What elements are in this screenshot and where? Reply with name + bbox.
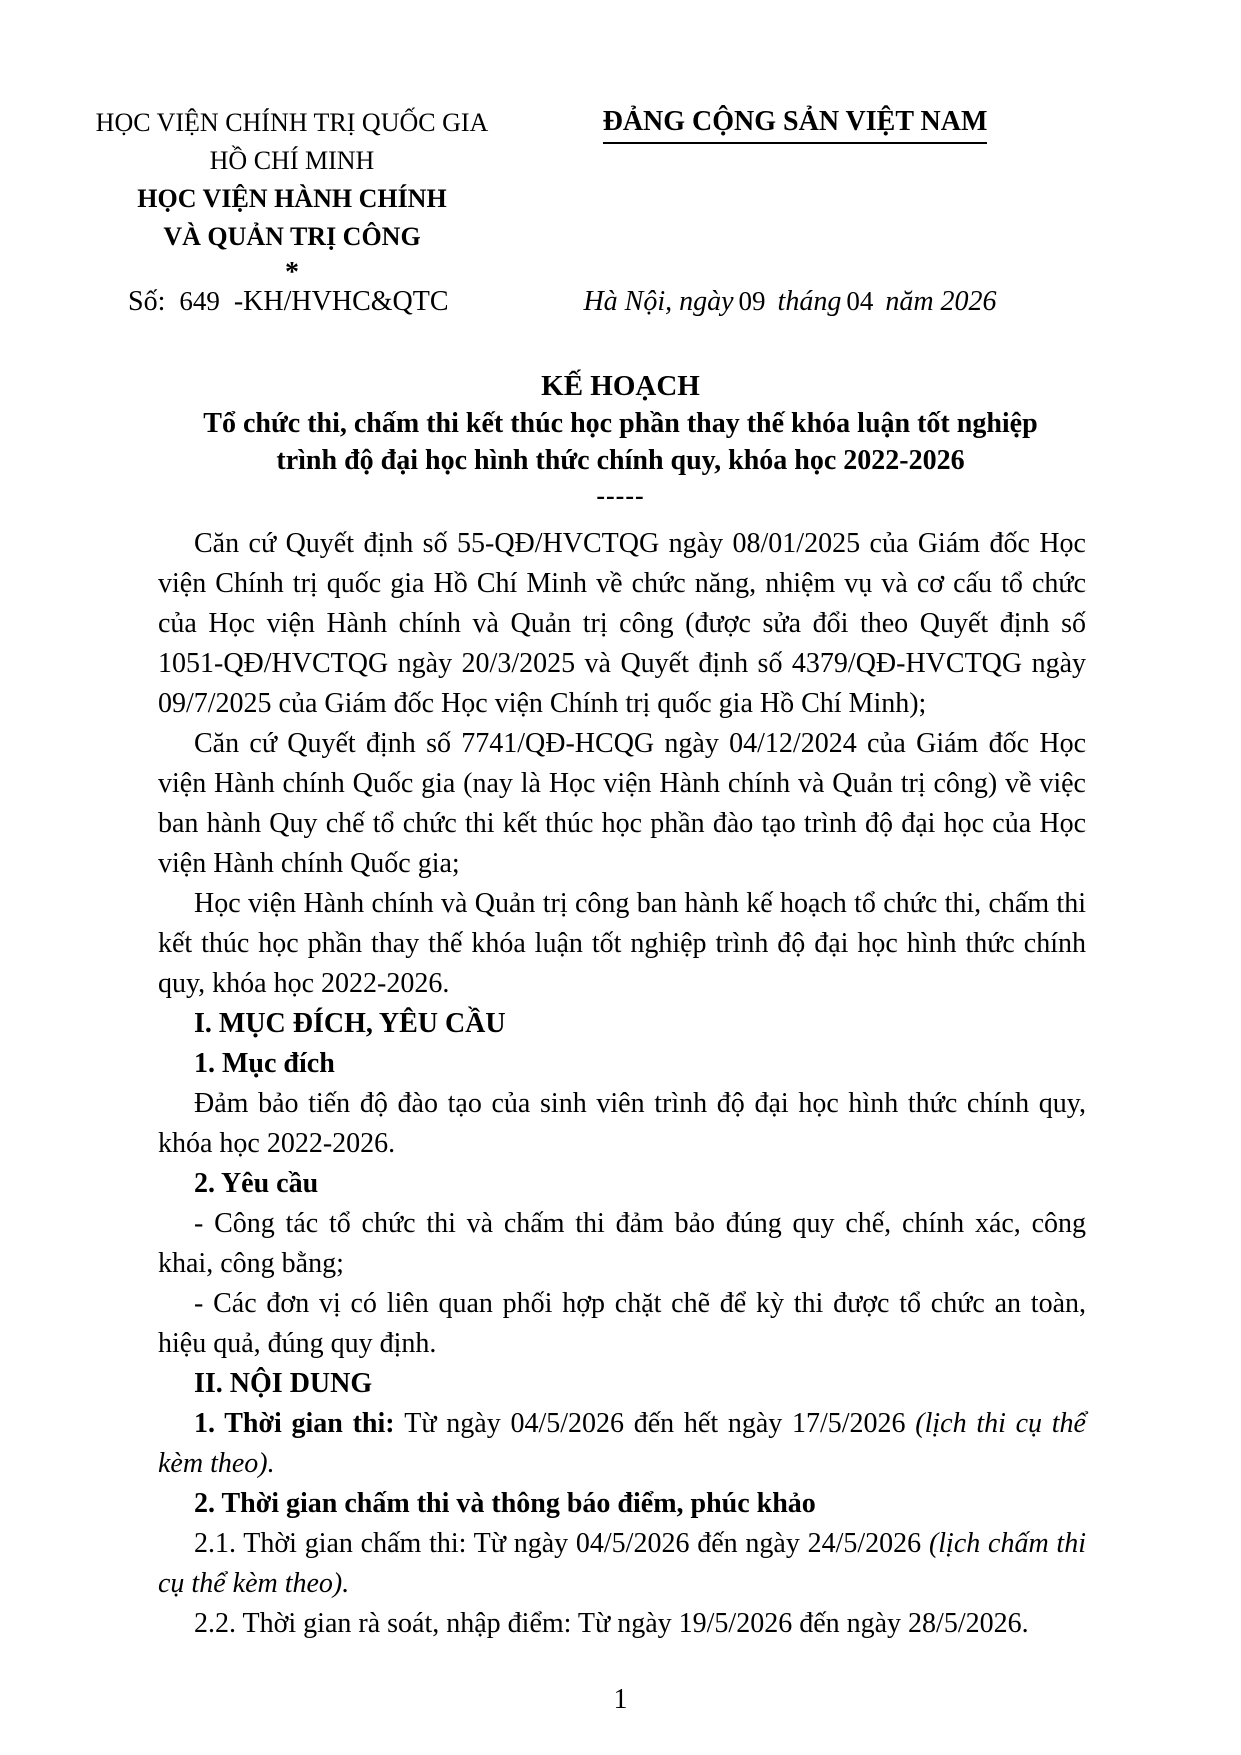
paragraph-yeu-cau-2: - Các đơn vị có liên quan phối hợp chặt chẽ để kỳ thi được tổ chức an toàn, hiệu quả, đúng quy định.	[158, 1288, 1086, 1359]
paragraph-ra-soat-nhap-diem: 2.2. Thời gian rà soát, nhập điểm: Từ ngày 19/5/2026 đến ngày 28/5/2026.	[194, 1608, 1029, 1639]
title-separator: -----	[596, 481, 645, 510]
agency-name-line-2: VÀ QUẢN TRỊ CÔNG	[163, 222, 421, 251]
heading-muc-dich-yeu-cau: I. MỤC ĐÍCH, YÊU CẦU	[194, 1008, 506, 1039]
page-number: 1	[613, 1684, 628, 1715]
paragraph-yeu-cau-1: - Công tác tổ chức thi và chấm thi đảm bảo đúng quy chế, chính xác, công khai, công bằng;	[158, 1208, 1086, 1279]
document-subtitle-line-2: trình độ đại học hình thức chính quy, khóa học 2022-2026	[276, 445, 965, 476]
date-pre: Hà Nội, ngày	[583, 286, 734, 317]
heading-muc-dich: 1. Mục đích	[194, 1048, 335, 1079]
date-day: 09	[738, 286, 766, 316]
party-name: ĐẢNG CỘNG SẢN VIỆT NAM	[603, 106, 988, 144]
document-subtitle-line-1: Tổ chức thi, chấm thi kết thúc học phần thay thế khóa luận tốt nghiệp	[203, 408, 1038, 439]
heading-noi-dung: II. NỘI DUNG	[194, 1368, 373, 1399]
paragraph-muc-dich: Đảm bảo tiến độ đào tạo của sinh viên trình độ đại học hình thức chính quy, khóa học 2022-2026.	[158, 1088, 1086, 1159]
document-title: KẾ HOẠCH	[541, 370, 700, 402]
date-post: năm 2026	[885, 286, 997, 317]
national-motto-block	[555, 106, 1035, 144]
date-month: 04	[846, 286, 874, 316]
paragraph-thoi-gian-cham-thi: 2.1. Thời gian chấm thi: Từ ngày 04/5/2026 đến ngày 24/5/2026 (lịch chấm thi cụ thể kèm theo).	[158, 1528, 1086, 1599]
place-date-line	[545, 286, 1035, 318]
document-number-value: 649	[179, 286, 220, 316]
parent-agency-line-2: HỒ CHÍ MINH	[209, 146, 375, 175]
heading-yeu-cau: 2. Yêu cầu	[194, 1168, 319, 1199]
paragraph-ban-hanh: Học viện Hành chính và Quản trị công ban hành kế hoạch tổ chức thi, chấm thi kết thúc học phần thay thế khóa luận tốt nghiệp trình độ đại học hình thức chính quy, khóa học 2022-2026.	[158, 888, 1086, 999]
document-number-suffix: -KH/HVHC&QTC	[233, 286, 449, 317]
parent-agency-line-1: HỌC VIỆN CHÍNH TRỊ QUỐC GIA	[95, 108, 489, 137]
star-separator: *	[285, 257, 299, 288]
paragraph-thoi-gian-thi: 1. Thời gian thi: Từ ngày 04/5/2026 đến hết ngày 17/5/2026 (lịch thi cụ thể kèm theo).	[158, 1408, 1086, 1479]
paragraph-can-cu-2: Căn cứ Quyết định số 7741/QĐ-HCQG ngày 04/12/2024 của Giám đốc Học viện Hành chính Quốc gia (nay là Học viện Hành chính và Quản trị công) về việc ban hành Quy chế tổ chức thi kết thúc học phần đào tạo trình độ đại học của Học viện Hành chính Quốc gia;	[158, 728, 1086, 879]
document-title-block	[80, 368, 1161, 513]
heading-thoi-gian-cham-thi: 2. Thời gian chấm thi và thông báo điểm, phúc khảo	[194, 1488, 816, 1519]
agency-name-line-1: HỌC VIỆN HÀNH CHÍNH	[137, 184, 447, 213]
document-number	[128, 286, 449, 318]
paragraph-can-cu-1: Căn cứ Quyết định số 55-QĐ/HVCTQG ngày 08/01/2025 của Giám đốc Học viện Chính trị quốc gia Hồ Chí Minh về chức năng, nhiệm vụ và cơ cấu tổ chức của Học viện Hành chính và Quản trị công (được sửa đổi theo Quyết định số 1051-QĐ/HVCTQG ngày 20/3/2025 và Quyết định số 4379/QĐ-HVCTQG ngày 09/7/2025 của Giám đốc Học viện Chính trị quốc gia Hồ Chí Minh);	[158, 528, 1086, 719]
issuing-agency-block	[62, 104, 522, 290]
document-number-prefix: Số:	[128, 286, 166, 317]
document-body	[158, 524, 1086, 1644]
date-mid: tháng	[777, 286, 842, 317]
